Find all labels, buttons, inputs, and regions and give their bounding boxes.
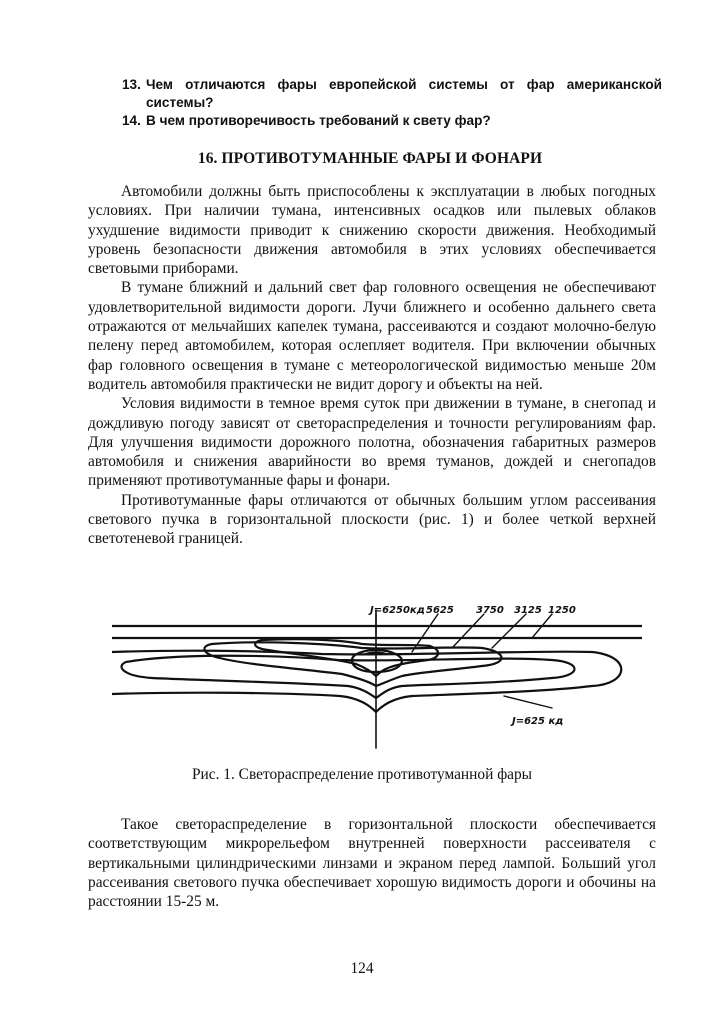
paragraph: Противотуманные фары отличаются от обычных большим углом рассеивания светового пучка в горизонтальной плоскости (рис. 1) и более четкой верхней светотеневой границей.	[88, 491, 656, 548]
light-distribution-figure	[112, 600, 642, 750]
label-3125: 3125	[514, 605, 542, 616]
body-text-before	[88, 182, 656, 549]
page-number: 124	[350, 960, 374, 977]
leader-line	[452, 614, 484, 648]
leader-line	[504, 696, 552, 708]
paragraph: Такое светораспределение в горизонтальной плоскости обеспечивается соответствующим микрорельефом внутренней поверхности рассеивателя с вертикальными цилиндрическими линзами и экраном перед лампой. Больший угол рассеивания светового пучка обеспечивает хорошую видимость дороги и обочины на расстоянии 15-25 м.	[88, 816, 656, 911]
body-text-after	[88, 815, 656, 911]
label-625: J=625 кд	[512, 716, 564, 727]
question-number: 14.	[122, 113, 141, 128]
review-questions	[122, 76, 662, 130]
section-heading: 16. ПРОТИВОТУМАННЫЕ ФАРЫ И ФОНАРИ	[197, 150, 543, 167]
label-3750: 3750	[476, 605, 504, 616]
paragraph: Условия видимости в темное время суток при движении в тумане, в снегопад и дождливую погоду зависят от светораспределения и точности регулированиям фар. Для улучшения видимости дорожного полотна, обозначения габаритных размеров автомобиля и снижения аварийности во время туманов, дождей и снегопадов применяют противотуманные фары и фонари.	[88, 395, 656, 490]
question-number: 13.	[122, 77, 141, 92]
question-item	[122, 112, 662, 130]
label-1250: 1250	[548, 605, 576, 616]
leader-line	[492, 614, 526, 648]
question-text: В чем противоречивость требований к свету фар?	[146, 113, 491, 128]
question-item	[122, 76, 662, 112]
label-6250: J=6250кд	[370, 605, 425, 616]
paragraph: Автомобили должны быть приспособлены к эксплуатации в любых погодных условиях. При наличии тумана, интенсивных осадков или пылевых облаков ухудшение видимости приводит к снижению скорости движения. Необходимый уровень безопасности движения автомобиля в этих условиях обеспечивается световыми приборами.	[88, 183, 656, 278]
figure-caption: Рис. 1. Светораспределение противотуманной фары	[191, 766, 533, 783]
paragraph: В тумане ближний и дальний свет фар головного освещения не обеспечивают удовлетворительной видимости дороги. Лучи ближнего и особенно дальнего света отражаются от мельчайших капелек тумана, рассеиваются и создают молочно-белую пелену перед автомобилем, которая ослепляет водителя. При включении обычных фар головного освещения в тумане с метеорологической видимостью меньше 20м водитель автомобиля практически не видит дорогу и объекты на ней.	[88, 279, 656, 393]
question-text: Чем отличаются фары европейской системы от фар американской системы?	[146, 77, 662, 110]
label-5625: 5625	[426, 605, 454, 616]
